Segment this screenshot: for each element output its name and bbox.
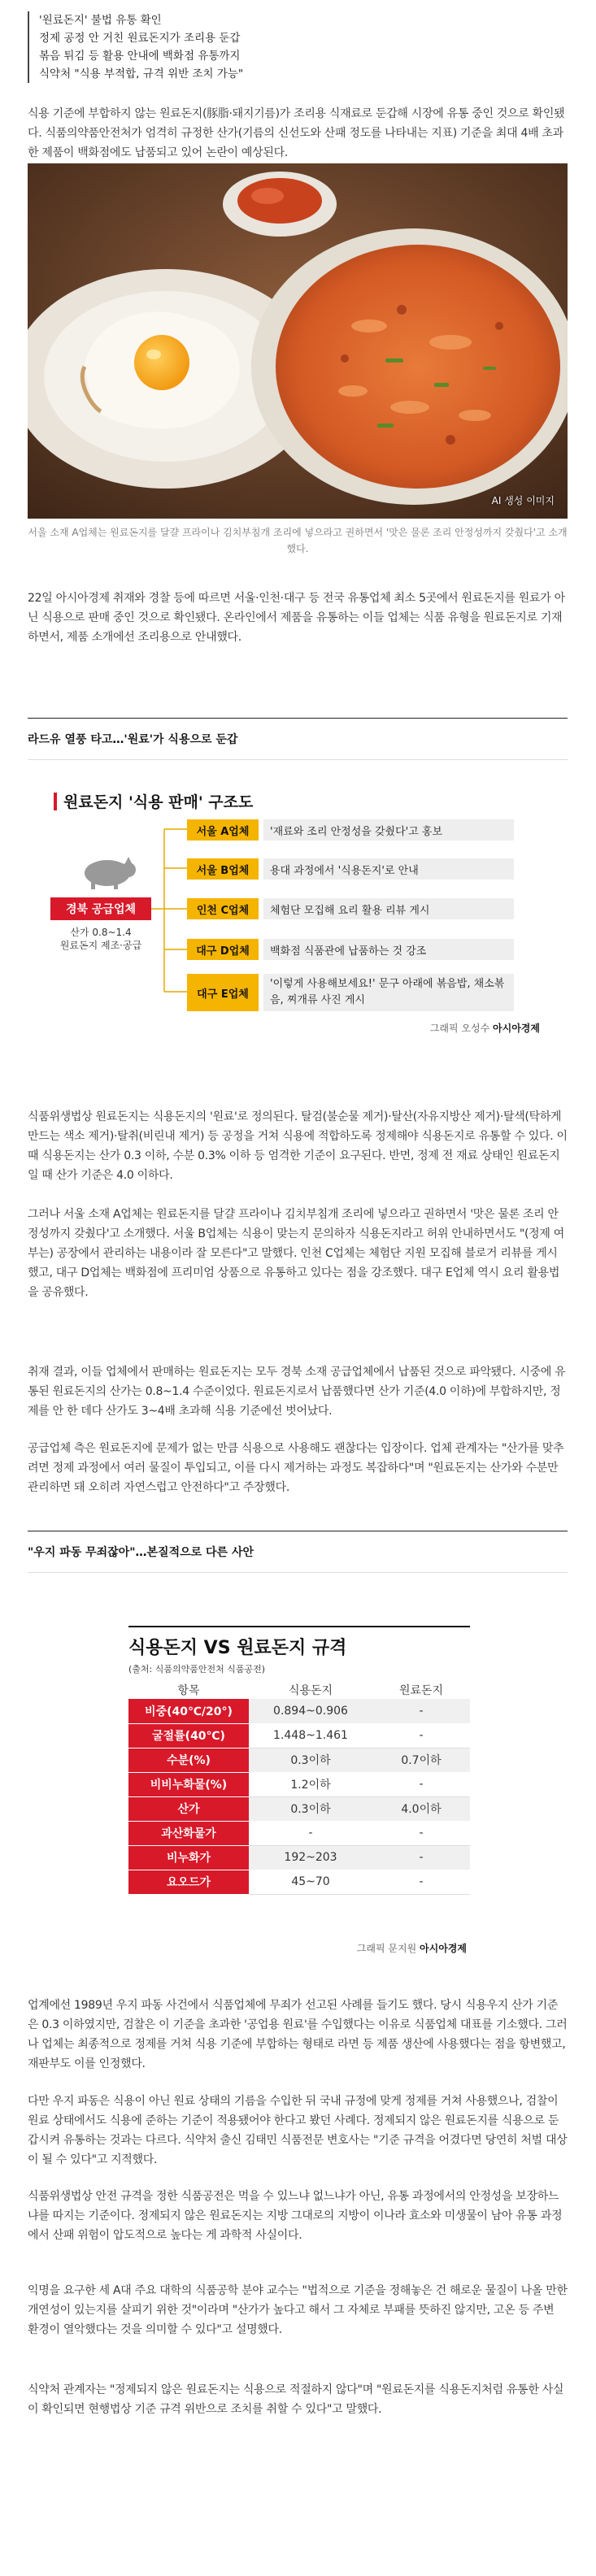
subheading xyxy=(28,1531,568,1573)
graphic-credit xyxy=(357,1941,467,1955)
summary-line: 식약처 "식용 부적합, 규격 위반 조치 가능" xyxy=(39,67,244,80)
table-cell: 0.7이하 xyxy=(372,1748,470,1772)
vendor-desc: 백화점 식품관에 납품하는 것 강조 xyxy=(263,939,514,960)
table-cell: - xyxy=(372,1821,470,1845)
paragraph: 다만 우지 파동은 식용이 아닌 원료 상태의 기름을 수입한 뒤 국내 규정에 맞게 정제를 거쳐 사용했으나, 검찰이 원료 상태에서도 식용에 준하는 기준이 적용됐어야 한다고 봤던 사례다. 정제되지 않은 원료돈지를 식용으로 둔갑시켜 유통하는 것과는 다르다. 식약처 출신 김태민 식품전문 변호사는 "기준 규격을 어겼다면 당연히 처벌 대상이 될 수 있다"고 지적했다. xyxy=(28,2095,568,2166)
paragraph: 그러나 서울 소재 A업체는 원료돈지를 달걀 프라이나 김치부침개 조리에 넣으라고 권하면서 '맛은 물론 조리 안정성까지 갖췄다'고 소개했다. 서울 B업체는 식용이 맞는지 문의하자 식용돈지라고 허위 안내하면서도 "(정제 여부는) 공장에서 관리하는 내용이라 잘 모른다"고 말했다. 인천 C업체는 체험단 지원 모집해 블로거 리뷰를 게시했고, 대구 D업체는 백화점에 프리미엄 상품으로 유통하고 있다는 점을 강조했다. 대구 E업체 역시 요리 활용법을 공유했다. xyxy=(28,1208,564,1299)
summary-line: '원료돈지' 불법 유통 확인 xyxy=(39,14,162,27)
table-header-row xyxy=(128,1681,470,1699)
spec-table-graphic xyxy=(28,1593,568,1975)
table-row xyxy=(128,1748,470,1772)
paragraph: 식용 기준에 부합하지 않는 원료돈지(豚脂·돼지기름)가 조리용 식재료로 둔갑해 시장에 유통 중인 것으로 확인됐다. 식품의약품안전처가 엄격히 규정한 산가(기름의 신선도와 산패 정도를 나타내는 지표) 기준을 최대 4배 초과한 제품이 백화점에도 납품되고 있어 논란이 예상된다. xyxy=(28,107,565,159)
structure-title: 원료돈지 '식용 판매' 구조도 xyxy=(63,793,254,811)
paragraph: 22일 아시아경제 취재와 경찰 등에 따르면 서울·인천·대구 등 전국 유통업체 최소 5곳에서 원료돈지를 원료가 아닌 식용으로 판매 중인 것으로 확인됐다. 온라인에서 제품을 유통하는 이들 업체는 식품 유형을 원료돈지로 기재하면서, 제품 소개에선 조리용으로 안내했다. xyxy=(28,592,565,644)
table-cell: 0.3이하 xyxy=(249,1796,372,1821)
subheading-text: 라드유 열풍 타고…'원료'가 식용으로 둔갑 xyxy=(28,733,238,746)
structure-graphic xyxy=(28,779,568,1039)
spec-title: 식용돈지 VS 원료돈지 규격 xyxy=(128,1638,347,1658)
vendor-desc: '재료와 조리 안정성을 갖췄다'고 홍보 xyxy=(263,819,514,841)
vendor-name: 서울 A업체 xyxy=(187,819,259,841)
table-cell: - xyxy=(372,1699,470,1723)
supplier-note: 원료돈지 제조·공급 xyxy=(59,940,142,951)
subheading xyxy=(28,718,568,760)
row-label: 산가 xyxy=(128,1796,249,1821)
vendor-row xyxy=(187,819,514,841)
table-cell: - xyxy=(372,1870,470,1894)
vendor-desc: '이렇게 사용해보세요!' 문구 아래에 볶음밥, 채소볶음, 찌개류 사진 게시 xyxy=(263,974,514,1011)
table-cell: - xyxy=(372,1845,470,1870)
vendor-row xyxy=(187,898,514,919)
paragraph: 업계에선 1989년 우지 파동 사건에서 식품업체에 무죄가 선고된 사례를 들기도 했다. 당시 식용우지 산가 기준은 0.3 이하였지만, 검찰은 이 기준을 초과한 '공업용 원료'를 수입했다는 이유로 식품업체 대표를 기소했다. 그러나 업체는 최종적으로 정제를 거쳐 식용 기준에 부합하는 형태로 라면 등 제품 생산에 사용했다는 점을 항변했고, 재판부도 이를 인정했다. xyxy=(28,1999,568,2070)
food-illustration xyxy=(28,163,568,519)
vendor-desc: 용대 과정에서 '식용돈지'로 안내 xyxy=(263,858,514,880)
paragraph: 식약처 관계자는 "정제되지 않은 원료돈지는 식용으로 적절하지 않다"며 "원료돈지를 식용돈지처럼 유통한 사실이 확인되면 현행법상 기준 규격 위반으로 조치를 취할 수 있다"고 말했다. xyxy=(28,2383,564,2416)
table-cell: - xyxy=(249,1821,372,1845)
vendor-name: 대구 E업체 xyxy=(187,974,259,1011)
table-cell: 45~70 xyxy=(249,1870,372,1894)
table-row xyxy=(128,1845,470,1870)
vendor-row xyxy=(187,939,514,960)
vendor-desc: 체험단 모집해 요리 활용 리뷰 게시 xyxy=(263,898,514,919)
paragraph: 익명을 요구한 세 A대 주요 대학의 식품공학 분야 교수는 "법적으로 기준을 정해놓은 건 해로운 물질이 나올 만한 개연성이 있는지를 살피기 위한 것"이라며 "산가가 높다고 해서 그 자체로 부패를 뜻하진 않지만, 고온 등 주변 환경이 열악했다는 것을 의미할 수 있다"고 설명했다. xyxy=(28,2284,568,2336)
table-row xyxy=(128,1796,470,1821)
header-cell: 식용돈지 xyxy=(288,1684,333,1697)
table-row xyxy=(128,1699,470,1723)
paragraph: 공급업체 측은 원료돈지에 문제가 없는 만큼 식용으로 사용해도 괜찮다는 입장이다. 업체 관계자는 "산가를 맞추려면 정제 과정에서 여러 물질이 투입되고, 이를 다시 제거하는 과정도 복잡하다"며 "원료돈지는 산가와 수분만 관리하면 돼 오히려 자연스럽고 안전하다"고 주장했다. xyxy=(28,1442,564,1494)
table-cell: 4.0이하 xyxy=(372,1796,470,1821)
table-row xyxy=(128,1821,470,1845)
paragraph: 식품위생법상 안전 규격을 정한 식품공전은 먹을 수 있느냐 없느냐가 아닌, 유통 과정에서의 안정성을 보장하느냐를 따지는 기준이다. 정제되지 않은 원료돈지는 지방 그대로의 지방이 이나라 효소와 미생물이 남아 유통 과정에서 산패 위험이 압도적으로 높다는 게 과학적 사실이다. xyxy=(28,2190,563,2242)
summary-line: 볶음 튀김 등 활용 안내에 백화점 유통까지 xyxy=(39,50,241,63)
header-cell: 항목 xyxy=(177,1684,200,1697)
table-cell: 1.448~1.461 xyxy=(249,1723,372,1748)
row-label: 굴절률(40℃) xyxy=(128,1723,249,1748)
supplier-box: 경북 공급업체 xyxy=(50,897,151,920)
row-label: 수분(%) xyxy=(128,1748,249,1772)
table-cell: 0.894~0.906 xyxy=(249,1699,372,1723)
credit-author: 그래픽 문지원 xyxy=(356,1943,417,1954)
table-row xyxy=(128,1772,470,1796)
table-cell: 0.3이하 xyxy=(249,1748,372,1772)
row-label: 비누화가 xyxy=(128,1845,249,1870)
paragraph: 취재 결과, 이들 업체에서 판매하는 원료돈지는 모두 경북 소재 공급업체에서 납품된 것으로 파악됐다. 시중에 유통된 원료돈지의 산가는 0.8~1.4 수준이었다. 원료돈지로서 납품했다면 산가 기준(4.0 이하)에 부합하지만, 정제를 안 한 데다 산가도 3~4배 초과해 식용 기준에선 벗어났다. xyxy=(28,1366,566,1418)
graphic-credit xyxy=(430,1021,540,1035)
table-cell: - xyxy=(372,1723,470,1748)
food-photo xyxy=(28,163,568,519)
table-cell: 1.2이하 xyxy=(249,1772,372,1796)
vendor-row xyxy=(187,858,514,880)
vendor-name: 서울 B업체 xyxy=(187,858,259,880)
table-cell: 192~203 xyxy=(249,1845,372,1870)
supplier-note: 산가 0.8~1.4 xyxy=(70,927,132,938)
spec-table xyxy=(128,1681,470,1895)
table-cell: - xyxy=(372,1772,470,1796)
vendor-row xyxy=(187,974,514,1011)
photo-watermark: AI 생성 이미지 xyxy=(491,495,555,506)
spec-source: (출처: 식품의약품안전처 식품공전) xyxy=(128,1664,266,1675)
summary-line: 정제 공정 안 거친 원료돈지가 조리용 둔갑 xyxy=(39,32,241,45)
vendor-name: 대구 D업체 xyxy=(187,939,259,960)
table-row xyxy=(128,1870,470,1894)
subheading-text: "우지 파동 무죄잖아"…본질적으로 다른 사안 xyxy=(28,1546,254,1559)
photo-caption: 서울 소재 A업체는 원료돈지를 달걀 프라이나 김치부침개 조리에 넣으라고 권하면서 '맛은 물론 조리 안정성까지 갖췄다'고 소개했다. xyxy=(28,527,568,554)
vendor-name: 인천 C업체 xyxy=(187,898,259,919)
article-summary xyxy=(28,11,243,83)
row-label: 비중(40℃/20°) xyxy=(128,1699,249,1723)
credit-brand: 아시아경제 xyxy=(493,1023,540,1034)
credit-brand: 아시아경제 xyxy=(420,1943,467,1954)
credit-author: 그래픽 오성수 xyxy=(429,1023,490,1034)
row-label: 과산화물가 xyxy=(128,1821,249,1845)
paragraph: 식품위생법상 원료돈지는 식용돈지의 '원료'로 정의된다. 탈검(불순물 제거)·탈산(자유지방산 제거)·탈색(탁하게 만드는 색소 제거)·탈취(비린내 제거) 등 공정을 거쳐 식용에 적합하도록 정제해야 식용돈지로 유통할 수 있다. 이때 식용돈지는 산가 0.3 이하, 수분 0.3% 이하 등 엄격한 기준이 요구된다. 반면, 정제 전 재료 상태인 원료돈지일 때 산가 기준은 4.0 이하다. xyxy=(28,1110,568,1182)
row-label: 비비누화물(%) xyxy=(128,1772,249,1796)
row-label: 요오드가 xyxy=(128,1870,249,1894)
table-row xyxy=(128,1723,470,1748)
header-cell: 원료돈지 xyxy=(398,1684,444,1697)
